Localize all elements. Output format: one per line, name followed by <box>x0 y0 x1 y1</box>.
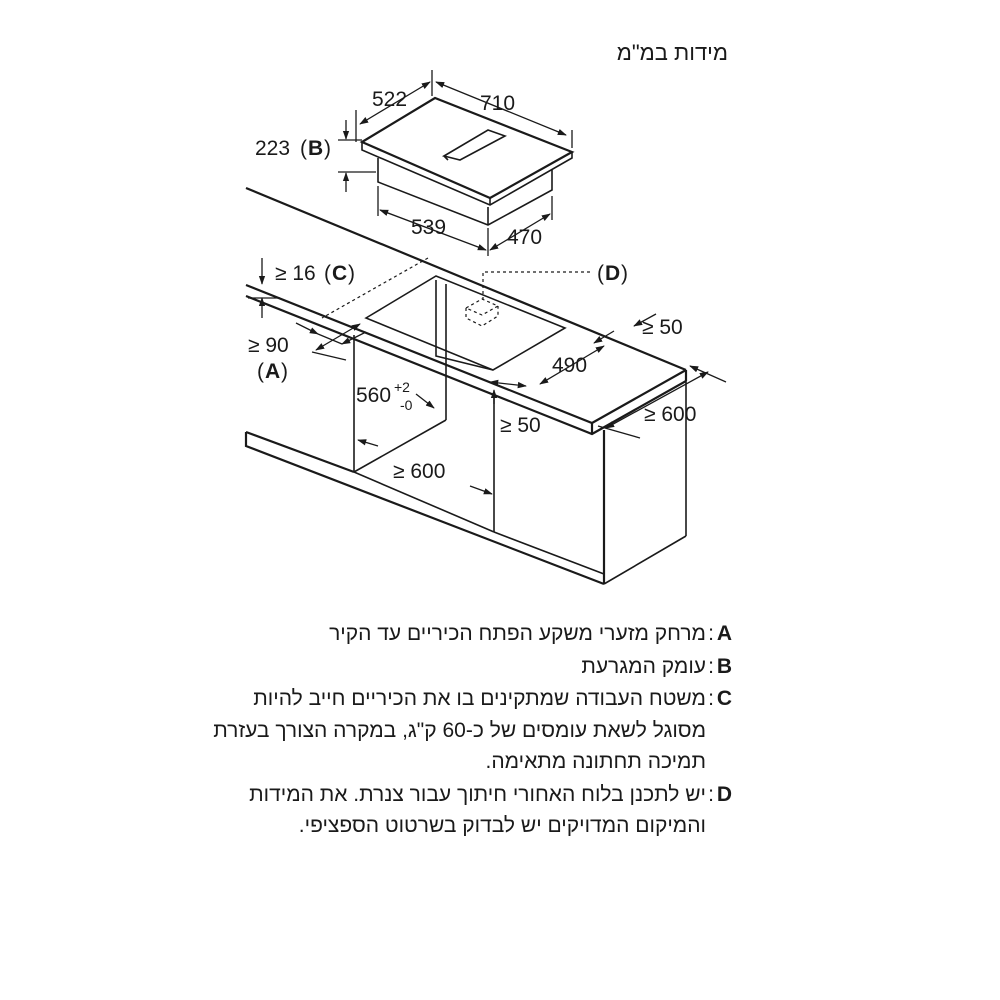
hob-unit <box>362 98 572 225</box>
legend-text: יש לתכנן בלוח האחורי חיתוך עבור צנרת. את המידות והמיקום המדויקים יש לבדוק בשרטוט הספציפי. <box>249 782 706 837</box>
label-ge600-right: ≥ 600 <box>644 403 697 426</box>
svg-text:(: ( <box>597 262 604 285</box>
label-560: 560 <box>356 384 392 407</box>
legend-text: מרחק מזערי משקע הפתח הכיריים עד הקיר <box>329 622 706 645</box>
label-ge90: ≥ 90 <box>248 334 289 357</box>
label-ge16: ≥ 16 <box>275 262 316 285</box>
label-tol-plus: +2 <box>394 379 410 395</box>
pipe-cutout-d <box>466 272 592 326</box>
label-ge600-bottom: ≥ 600 <box>393 460 446 483</box>
svg-text:(: ( <box>257 360 264 383</box>
svg-text:(: ( <box>324 262 331 285</box>
label-539: 539 <box>411 216 447 239</box>
legend-key: C <box>716 687 732 710</box>
legend-text: עומק המגרעת <box>581 654 706 678</box>
legend-item-c: C : משטח העבודה שמתקינים בו את הכיריים חייב להיות מסוגל לשאת עומסים של כ-60 ק"ג, במקרה הצורך בעזרת תמיכה תחתונה מתאימה. <box>200 683 732 778</box>
svg-text:): ) <box>281 360 288 383</box>
label-522: 522 <box>372 88 408 111</box>
legend <box>200 618 732 843</box>
label-490: 490 <box>552 354 588 377</box>
legend-item-b: B : עומק המגרעת <box>200 651 732 683</box>
units-title: מידות במ"מ <box>616 40 728 65</box>
svg-text:(: ( <box>300 137 307 160</box>
label-ge50-top: ≥ 50 <box>642 316 683 339</box>
legend-key: D <box>716 782 732 806</box>
label-key-c: C <box>332 262 348 285</box>
label-ge50-mid: ≥ 50 <box>500 414 541 437</box>
label-223: 223 <box>255 137 291 160</box>
svg-text:): ) <box>621 262 628 285</box>
legend-item-d: D : יש לתכנן בלוח האחורי חיתוך עבור צנרת. את המידות והמיקום המדויקים יש לבדוק בשרטוט הספציפי. <box>200 779 732 842</box>
label-key-b: B <box>308 137 324 160</box>
label-key-a: A <box>265 360 281 383</box>
legend-text: משטח העבודה שמתקינים בו את הכיריים חייב להיות מסוגל לשאת עומסים של כ-60 ק"ג, במקרה הצורך בעזרת תמיכה תחתונה מתאימה. <box>213 687 706 773</box>
svg-text:): ) <box>324 137 331 160</box>
label-470: 470 <box>507 226 543 249</box>
label-tol-minus: -0 <box>400 397 413 413</box>
svg-text:): ) <box>348 262 355 285</box>
legend-key: A <box>716 622 732 645</box>
legend-item-a: A : מרחק מזערי משקע הפתח הכיריים עד הקיר <box>200 618 732 650</box>
label-710: 710 <box>480 92 516 115</box>
label-key-d: D <box>605 262 621 285</box>
legend-key: B <box>716 654 732 678</box>
vent-slot <box>444 130 505 160</box>
